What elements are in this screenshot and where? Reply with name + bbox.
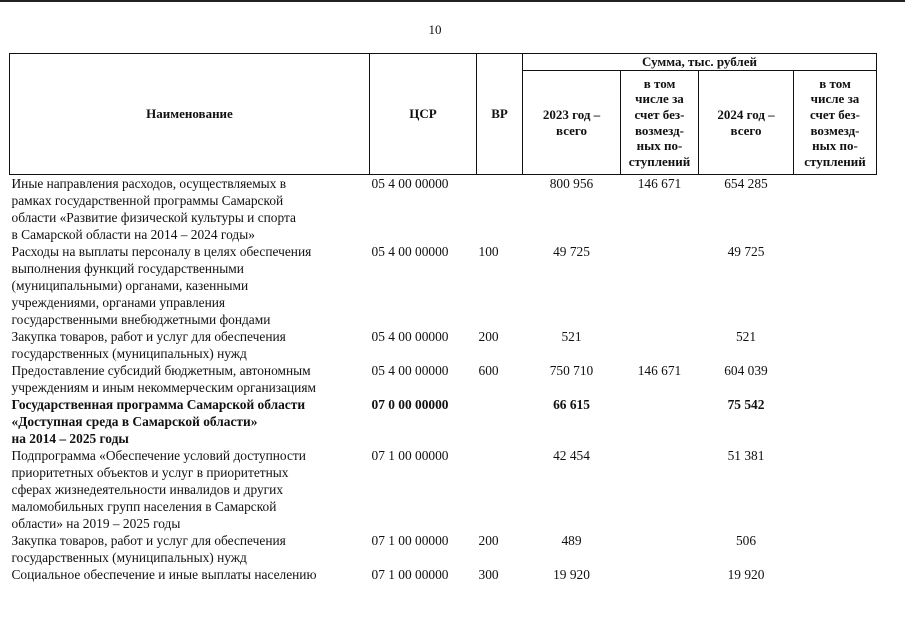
row-2023-total: 42 454 <box>553 448 590 463</box>
row-name: Социальное обеспечение и иные выплаты населению <box>11 567 317 582</box>
budget-table <box>9 53 877 583</box>
row-csr: 05 4 00 00000 <box>371 363 449 378</box>
row-vr <box>477 396 523 447</box>
row-name: Предоставление субсидий бюджетным, автономным учреждениям и иным некоммерческим организациям <box>11 363 316 395</box>
table-row <box>10 328 877 362</box>
row-2024-free <box>794 175 877 244</box>
header-2024-free: в том числе за счет без- возмезд- ных по- ступлений <box>794 71 877 175</box>
row-2023-total: 800 956 <box>549 176 594 191</box>
row-name: Расходы на выплаты персоналу в целях обеспечения выполнения функций государственными (муниципальными) органами, казенными учреждениями, органами управления государственными внебюджетными фондами <box>11 244 312 327</box>
header-name: Наименование <box>10 54 370 175</box>
row-vr: 200 <box>478 533 499 548</box>
row-name: Подпрограмма «Обеспечение условий доступности приоритетных объектов и услуг в приоритетных сферах жизнедеятельности инвалидов и других маломобильных групп населения в Самарской области» на 2019 – 2025 годы <box>11 448 306 531</box>
row-2023-total: 521 <box>561 329 582 344</box>
row-2023-total: 750 710 <box>549 363 594 378</box>
row-2024-free <box>794 243 877 328</box>
row-2024-total: 19 920 <box>727 567 765 582</box>
row-2023-free <box>621 566 699 583</box>
row-2023-total: 49 725 <box>553 244 590 259</box>
row-2024-free <box>794 396 877 447</box>
row-2023-total: 489 <box>561 533 582 548</box>
row-name: Закупка товаров, работ и услуг для обеспечения государственных (муниципальных) нужд <box>11 329 286 361</box>
top-border-line <box>0 0 905 2</box>
row-vr <box>477 175 523 244</box>
row-2023-total: 66 615 <box>553 397 590 412</box>
row-vr: 200 <box>478 329 499 344</box>
table-body <box>10 175 877 584</box>
row-vr: 600 <box>478 363 499 378</box>
row-2024-free <box>794 362 877 396</box>
row-2023-free <box>621 243 699 328</box>
row-name: Государственная программа Самарской области «Доступная среда в Самарской области» на 2014 – 2025 годы <box>11 397 306 446</box>
row-2024-free <box>794 532 877 566</box>
row-2024-total: 49 725 <box>727 244 765 259</box>
row-2023-free <box>621 532 699 566</box>
row-2024-free <box>794 328 877 362</box>
row-2023-free: 146 671 <box>637 363 682 378</box>
table-row <box>10 175 877 244</box>
table-row <box>10 447 877 532</box>
header-2023-total: 2023 год – всего <box>523 71 621 175</box>
row-2023-total: 19 920 <box>553 567 590 582</box>
row-vr <box>477 447 523 532</box>
header-csr: ЦСР <box>370 54 477 175</box>
table-header <box>10 54 877 175</box>
row-2024-total: 654 285 <box>724 176 768 191</box>
header-vr: ВР <box>477 54 523 175</box>
row-csr: 05 4 00 00000 <box>371 329 449 344</box>
table-row <box>10 243 877 328</box>
row-csr: 07 1 00 00000 <box>371 567 449 582</box>
row-csr: 07 1 00 00000 <box>371 533 449 548</box>
header-2024-total: 2024 год – всего <box>699 71 794 175</box>
row-vr: 100 <box>478 244 499 259</box>
header-sum-group: Сумма, тыс. рублей <box>523 54 877 71</box>
row-csr: 07 0 00 00000 <box>371 397 449 412</box>
table-row <box>10 566 877 583</box>
row-csr: 05 4 00 00000 <box>371 244 449 259</box>
row-csr: 07 1 00 00000 <box>371 448 449 463</box>
row-2024-total: 75 542 <box>727 397 765 412</box>
header-2023-free: в том числе за счет без- возмезд- ных по- ступлений <box>621 71 699 175</box>
row-vr: 300 <box>478 567 499 582</box>
row-csr: 05 4 00 00000 <box>371 176 449 191</box>
table-row <box>10 532 877 566</box>
page-number: 10 <box>428 22 442 37</box>
row-2024-free <box>794 447 877 532</box>
row-name: Иные направления расходов, осуществляемых в рамках государственной программы Самарской области «Развитие физической культуры и спорта в Самарской области на 2014 – 2024 годы» <box>11 176 296 242</box>
table-row <box>10 396 877 447</box>
row-2023-free <box>621 396 699 447</box>
table-row <box>10 362 877 396</box>
row-2024-free <box>794 566 877 583</box>
row-2023-free <box>621 328 699 362</box>
row-2024-total: 521 <box>735 329 757 344</box>
row-2023-free: 146 671 <box>637 176 682 191</box>
row-2024-total: 506 <box>735 533 757 548</box>
row-name: Закупка товаров, работ и услуг для обеспечения государственных (муниципальных) нужд <box>11 533 286 565</box>
row-2023-free <box>621 447 699 532</box>
row-2024-total: 604 039 <box>724 363 768 378</box>
row-2024-total: 51 381 <box>727 448 765 463</box>
